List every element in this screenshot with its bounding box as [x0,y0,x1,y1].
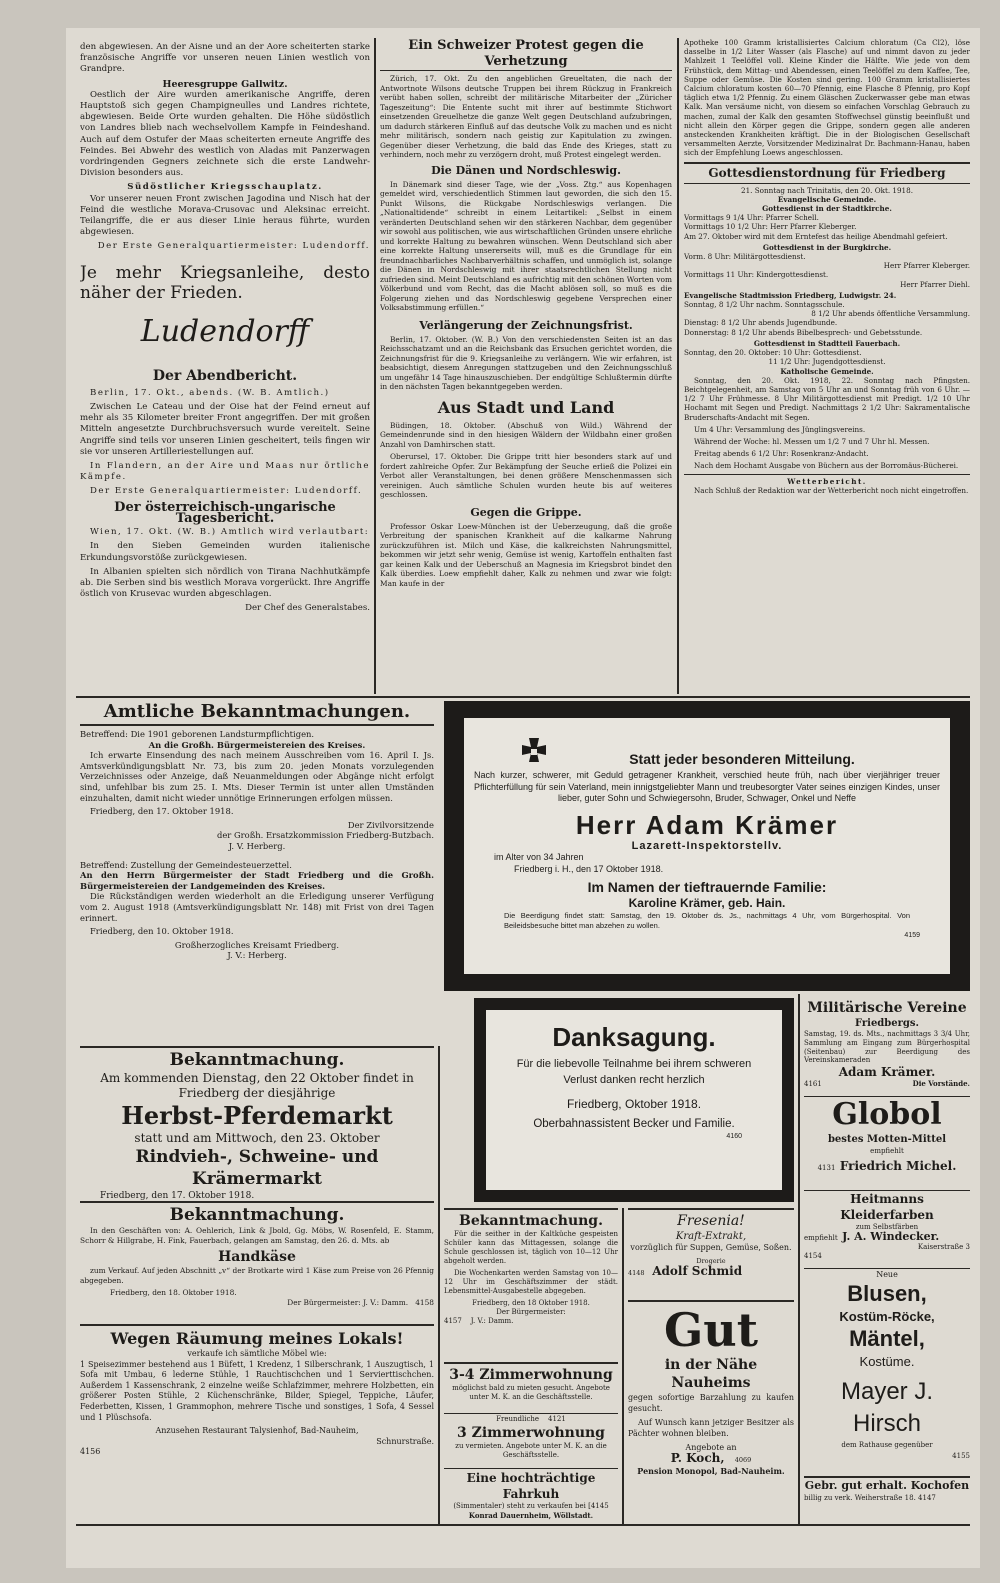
death-funeral: Die Beerdigung findet statt: Samstag, den 19. Oktober ds. Js., nachmittags 4 Uhr, vom Bürgerhospital. Von Beileidsbesuche bittet man abzehen zu wollen. [504,911,910,930]
ad-rule-2 [798,994,800,1524]
death-place: Friedberg i. H., den 17 Oktober 1918. [514,863,664,874]
military-text: Samstag, 19. ds. Mts., nachmittags 3 3/4 Uhr, Sammlung am Eingang zum Bürgerhospital (Seitenbau) zur Beerdigung des Vereinskameraden [804,1030,970,1065]
heitmann-street: Kaiserstraße 3 [917,1243,970,1251]
thanks-sign: Oberbahnassistent Becker und Familie. [533,1118,735,1130]
death-num: 4159 [904,932,920,939]
notice2-subject: Betreffend: Zustellung der Gemeindesteuerzettel. [80,859,292,870]
iron-cross-icon [516,736,552,772]
estate-text: gegen sofortige Barzahlung zu kaufen gesucht. [628,1393,794,1413]
notice2-sign: J. V.: Herberg. [227,950,287,961]
estate-text3: Angebote an [685,1443,737,1452]
official-notices [80,700,434,1000]
clearance-ad [80,1324,434,1514]
cheese-notice [80,1201,434,1325]
austria-dateline: Wien, 17. Okt. (W. B.) Amtlich wird verlautbart: [90,527,370,538]
military-num: 4161 [804,1080,822,1089]
church-sub4: Gottesdienst in Stadtteil Fauerbach. [753,338,901,348]
estate-num: 4069 [734,1456,752,1464]
grippe-title: Gegen die Grippe. [470,505,582,519]
military-ad [804,1000,970,1092]
church-title: Gottesdienstordnung für Friedberg [684,162,970,184]
apartment-offer-row [444,1415,618,1424]
death-name: Herr Adam Krämer [575,809,839,840]
estate-text2: Auf Wunsch kann jetziger Besitzer als Pächter wohnen bleiben. [628,1418,794,1438]
cheese-place: Friedberg, den 18. Oktober 1918. [110,1288,237,1298]
notice1-place: Friedberg, den 17. Oktober 1918. [90,806,234,817]
heitmann-seller: J. A. Windecker. [842,1230,940,1243]
military-sign: Die Vorstände. [912,1079,970,1089]
market-line: Am kommenden Dienstag, den 22 Oktober findet in Friedberg der diesjährige [100,1071,414,1100]
military-name: Adam Krämer. [838,1065,936,1080]
death-rank: Lazarett-Inspektorstellv. [631,839,783,852]
hirsch-num: 4155 [952,1452,970,1461]
column-1 [80,42,370,692]
cow-ad [444,1468,618,1522]
thanks-num: 4160 [726,1133,742,1140]
clearance-sign: Schnurstraße. [376,1436,434,1446]
market-line: statt und am Mittwoch, den 23. Oktober [134,1131,380,1145]
cheese-sign: Der Bürgermeister: J. V.: Damm. [287,1297,409,1307]
school-title: Bekanntmachung. [459,1213,603,1229]
apartment-offer-text: zu vermieten. Angebote unter M. K. an die Geschäftsstelle. [455,1442,607,1459]
notice1-subject: Betreffend: Die 1901 geborenen Landsturmpflichtigen. [80,729,315,739]
church-line: 8 1/2 Uhr abends öffentliche Versammlung. [811,309,970,319]
group-text: Oestlich der Aire wurden amerikanische Angriffe, deren Hauptstoß sich gegen Champigneulles und Landres richtete, abgewiesen. Beide Orte wurden gehalten. Die Höhe südöstlich von Landres blieb nach wechselvollem Kampfe in Feindeshand. Auch auf dem Ostufer der Maas scheiterten erneute Angriffe des Feindes. Bei Abwehr des westlich von Aladas mit Panzerwagen vordringenden Gegners zeichnete sich die erste Landwehr-Division besonders aus. [80,89,370,179]
hirsch-l1: Blusen, [847,1281,927,1307]
church-sub2: Gottesdienst in der Burgkirche. [762,242,892,252]
church-line: Donnerstag: 8 1/2 Uhr abends Bibelbesprech- und Gebetsstunde. [684,327,923,337]
church-line: Sonntag, den 20. Okt. 1918, 22. Sonntag nach Pfingsten. Beichtgelegenheit, am Samstag von 5 Uhr an und Sonntag früh von 6 Uhr. — 1/2 7 Uhr Frühmesse. 8 Uhr Militärgottesdienst mit Predigt. 1/2 10 Uhr Hochamt mit Segen und Predigt. Nachmittags 2 1/2 Uhr: Sakramentalische Bruderschafts-Andacht mit Segen. [684,375,970,422]
newspaper-page [66,28,980,1568]
estate-row [628,1453,794,1466]
estate-title: Gut [664,1303,758,1357]
cheese-num: 4158 [415,1297,434,1307]
notice2-place: Friedberg, den 10. Oktober 1918. [90,926,234,937]
clearance-sign: Anzusehen Restaurant Talysienhof, Bad-Nauheim, [155,1426,359,1436]
section-rule [76,696,970,698]
austria-text: In den Sieben Gemeinden wurden italienische Erkundungsvorstöße zurückgewiesen. [80,541,370,563]
death-age: im Alter von 34 Jahren [494,852,584,862]
signature-line: Der Erste Generalquartiermeister: Ludendorff. [97,241,370,252]
cheese-item: Handkäse [218,1249,296,1266]
church-line: Sonntag, den 20. Oktober: 10 Uhr: Gottesdienst. [684,348,862,358]
cow-name: Konrad Dauernheim, Wöllstadt. [468,1511,594,1520]
stove-text: billig zu verk. Weiherstraße 18. [804,1494,916,1502]
notice1-sign: Der Zivilvorsitzende [347,819,434,830]
death-header: Statt jeder besonderen Mitteilung. [629,751,855,767]
fresenia-seller: Adolf Schmid [652,1264,743,1278]
southeast-title: Südöstlicher Kriegsschauplatz. [127,182,323,193]
church-line: Herr Pfarrer Diehl. [900,279,970,289]
church-sub1b: Gottesdienst in der Stadtkirche. [762,204,892,214]
notice1-sign: der Großh. Ersatzkommission Friedberg-Butzbach. [216,830,434,841]
notice2-sign: Großherzogliches Kreisamt Friedberg. [174,939,340,950]
apartment-wanted-text: möglichst bald zu mieten gesucht. Angebote unter M. K. an die Geschäftsstelle. [452,1384,610,1401]
estate-addr: Pension Monopol, Bad-Nauheim. [637,1466,785,1476]
church-date: 21. Sonntag nach Trinitatis, den 20. Okt. 1918. [741,185,913,195]
evening-title: Der Abendbericht. [152,367,298,384]
fresenia-row [628,1266,794,1278]
col1-intro: den abgewiesen. An der Aisne und an der Aore scheiterten starke französische Angriffe vor unseren neuen Linien westlich von Grandpre. [80,42,370,75]
school-row [444,1317,618,1326]
cheese-sign-row [80,1298,434,1308]
church-line: Vorm. 8 Uhr: Militärgottesdienst. [684,252,806,262]
danes-title: Die Dänen und Nordschleswig. [431,163,621,177]
fresenia-ad [628,1208,794,1300]
evening-sign: Der Erste Generalquartiermeister: Ludendorff. [90,486,363,497]
school-text2: Die Wochenkarten werden Samstag von 10—12 Uhr im Geschäftszimmer der städt. Lebensmittel-Ausgabestelle abgegeben. [444,1269,618,1295]
fresenia-text: vorzüglich für Suppen, Gemüse, Soßen. [630,1243,792,1252]
southeast-text: Vor unserer neuen Front zwischen Jagodina und Nisch hat der Feind die westliche Morava-Crusovac und Aleksinac erreicht. Teilangriffe, die er aus dieser Linie heraus führte, wurden abgewiesen. [80,193,370,238]
church-line: Nach dem Hochamt Ausgabe von Büchern aus der Borromäus-Bücherei. [694,461,959,471]
notice1-sign: J. V. Herberg. [228,840,286,851]
swiss-text: Zürich, 17. Okt. Zu den angeblichen Greueltaten, die nach der Antwortnote Wilsons deutsche Truppen bei ihrem Rückzug in Frankreich verübt haben sollen, schreibt der militärische Mitarbeiter der „Züricher Tageszeitung“: Die Entente sucht mit ihrer auf bestimmte Stichwort einsetzenden Greuelhetze die ganze Welt gegen Deutschland aufzubringen, um dadurch stärkeren Einfluß auf das deutsche Volk zu machen und es nicht mehr militärisch, sondern nach geistig zur Kapitulation zu zwingen. Gegenüber dieser Verhetzung, die bald das Ende des Krieges, statt zu verhindern, noch mehr zu verzögern droht, muß Protest eingelegt werden. [380,74,672,159]
ad-rule-3 [622,1208,624,1524]
church-line: Sonntag, 8 1/2 Uhr nachm. Sonntagsschule. [684,300,845,310]
stove-title: Gebr. gut erhalt. Kochofen [804,1479,970,1492]
death-notice [464,718,950,974]
evening-dateline: Berlin, 17. Okt., abends. (W. B. Amtlich.) [90,387,330,398]
danes-text: In Dänemark sind dieser Tage, wie der „Voss. Ztg.“ aus Kopenhagen gemeldet wird, verschiedentlich Stimmen laut geworden, die sich den 15. Punkt Wilsons, die Rückgabe Nordschleswigs verlangen. Die „Nationaltidende“ schreibt in einem Leitartikel: „Selbst in einem veränderten Deutschland sehen wir den stärkeren Nachbar, dem gegenüber wir sowohl aus politischen, wie aus wirtschaftlichen Gründen unsere ehrliche und korrekte Haltung zu bewahren wünschen. Wenn Deutschland sich aber eine korrekte Haltung unsererseits will, muß es die Grundlage für ein freundnachbarliches Nachbarverhältnis schaffen, und unmöglich ist, solange die Dänen in Nordschleswig mit ihrer staatsrechtlichen Stellung nicht zufrieden sind. Meint Deutschland es aufrichtig mit den schönen Worten vom Völkerbund und vom Recht, das die Macht ablösen soll, so muß es die Folgerung ziehen und das Nordschleswig gegebene Versprechen einer Volksabstimmung erfüllen.“ [380,179,672,312]
official-title: Amtliche Bekanntmachungen. [80,700,434,726]
globol-seller: Friedrich Michel. [839,1159,957,1174]
thanks-text: Für die liebevolle Teilnahme bei ihrem schweren Verlust danken recht herzlich [516,1058,752,1086]
evening-text2: In Flandern, an der Aire und Maas nur örtliche Kämpfe. [80,461,370,483]
hirsch-l4: Kostüme. [859,1354,915,1370]
heitmann-row [804,1232,970,1243]
thanks-title: Danksagung. [552,1022,716,1052]
stove-row [804,1494,970,1503]
austria-sign: Der Chef des Generalstabes. [245,603,370,614]
church-line: Um 4 Uhr: Versammlung des Jünglingsvereins. [694,424,866,434]
church-line: Am 27. Oktober wird mit dem Erntefest das heilige Abendmahl gefeiert. [684,231,948,241]
heitmann-emp: empfiehlt [804,1234,838,1242]
globol-title: Globol [832,1097,942,1132]
death-widow: Karoline Krämer, geb. Hain. [628,896,786,910]
clearance-title: Wegen Räumung meines Lokals! [110,1329,404,1348]
hirsch-name: Mayer J. Hirsch [840,1378,933,1438]
weather-text: Nach Schluß der Redaktion war der Wetterbericht noch nicht eingetroffen. [694,485,969,495]
military-sub: Friedbergs. [854,1018,920,1029]
death-mourn: Im Namen der tieftrauernde Familie: [587,879,827,895]
notice2-text: Die Rückständigen werden wiederholt an die Erledigung unserer Verfügung vom 2. August 1918 (Amtsverkündigungsblatt Nr. 148) mit Frist von drei Tagen erinnert. [80,891,434,923]
church-line: Vormittags 11 Uhr: Kindergottesdienst. [684,270,829,280]
cow-title: Eine hochträchtige Fahrkuh [466,1471,596,1501]
slogan: Je mehr Kriegsanleihe, desto näher der Frieden. [80,262,370,303]
church-sub5: Katholische Gemeinde. [780,366,874,376]
church-line: Dienstag: 8 1/2 Uhr abends Jugendbunde. [684,318,838,328]
school-text: Für die seither in der Kaltküche gespeisten Schüler kann das Mittagessen, solange die Schule geschlossen ist, täglich von 10—12 Uhr abgeholt werden. [444,1230,618,1265]
swiss-title: Ein Schweizer Protest gegen die Verhetzung [380,38,672,71]
evening-text: Zwischen Le Cateau und der Oise hat der Feind erneut auf mehr als 35 Kilometer breiter Front angegriffen. Der mit großen Mitteln angesetzte Durchbruchsversuch wurde vereitelt. Seine Angriffe sind teils vor unseren Linien gescheitert, teils fingen wir sie vor unseren Artilleriestellungen auf. [80,402,370,457]
market-place: Friedberg, den 17. Oktober 1918. [100,1191,255,1200]
cheese-title: Bekanntmachung. [169,1205,345,1225]
school-place: Friedberg, den 18 Oktober 1918. [472,1299,590,1307]
market-title: Bekanntmachung. [169,1050,345,1070]
ad-rule-1 [438,1046,440,1526]
notice1-address: An die Großh. Bürgermeistereien des Kreises. [148,739,366,750]
local-text: Büdingen, 18. Oktober. (Abschuß von Wild.) Während der Gemeindenrunde sind in den hiesigen Wäldern der Wildbahn einer großen Anzahl von Damhirschen statt. [380,420,672,449]
church-line: 11 1/2 Uhr: Jugendgottesdienst. [768,357,886,367]
heitmann-num: 4154 [804,1252,822,1260]
death-text: Nach kurzer, schwerer, mit Geduld getragener Krankheit, verschied heute früh, nach über vierjähriger treuer Pflichterfüllung für sein Vaterland, mein innigstgeliebter Mann und treubesorgter Vater seines einzigen Kindes, unser lieber, guter Sohn und Schwiegersohn, Bruder, Schwager, Onkel und Neffe [474,770,940,803]
estate-sub: in der Nähe Nauheims [664,1357,758,1391]
pharmacy-text: Apotheke 100 Gramm kristallisiertes Calcium chloratum (Ca Cl2), löse dasselbe in 1/2 Liter Wasser (als Flasche) auf und nimmt davon zu jeder Mahlzeit 1 Teelöffel voll. Kleine Kinder die Hälfte. Wie jede von dem Frühstück, dem Mittag- und Abendessen, einen Teelöffel zu dem Kaffee, Tee, Suppe oder Gemüse. Die Kosten sind gering. 100 Gramm kristallisiertes Calcium chloratum kosten 60—70 Pfennig, eine Flasche 8 Pfennig, pro Kopf täglich etwa 1/2 Pfennig. Zu einem Gläschen Zuckerwasser gebe man etwas Kalk. Man versäume nicht, von diesem so einfachen Vorschlag Gebrauch zu machen, zumal der Kalk den gesamten Stoffwechsel günstig beeinflußt und nicht allein den Körper gegen die Grippe, sondern gegen alle anderen ansteckenden Krankheiten kräftigt. Die in der Biologischen Gesellschaft versammelten Aerzte, Vorsitzender Medizinalrat Dr. Bachmann-Hanau, haben sich der Empfehlung Loews angeschlossen. [684,38,970,158]
market-notice [80,1046,434,1200]
globol-sub: bestes Motten-Mittel [827,1134,947,1145]
estate-name: P. Koch, [670,1451,725,1465]
austria-text2: In Albanien spielten sich nördlich von Tirana Nachhutkämpfe ab. Die Serben sind bis westlich Morava vorgerückt. Ihre Angriffe östlich von Krusevac wurden abgeschlagen. [80,566,370,600]
column-rule-2 [677,38,679,694]
thanks-place: Friedberg, Oktober 1918. [566,1097,702,1111]
apartment-wanted-ad [444,1362,618,1414]
cheese-text: In den Geschäften von: A. Oehlerich, Link & Jbold, Gg. Möbs, W. Rosenfeld, E. Stamm, Schorr & Hillgrabe, H. Fink, Fauerbach, gelangen am Samstag, den 26. d. Mts. ab [80,1226,434,1245]
hirsch-ad [804,1268,970,1475]
market-big2: Rindvieh-, Schweine- und Krämermarkt [135,1147,379,1189]
heitmann-ad [804,1190,970,1265]
globol-row [804,1161,970,1174]
church-line: Freitag abends 6 1/2 Uhr: Rosenkranz-Andacht. [694,449,869,459]
school-notice [444,1208,618,1362]
globol-emp: empfiehlt [870,1147,904,1155]
cow-text: (Simmentaler) steht zu verkaufen bei [4145 [453,1502,609,1510]
clearance-text: 1 Speisezimmer bestehend aus 1 Büfett, 1 Kredenz, 1 Silberschrank, 1 Auszugtisch, 1 Sofa mit Umbau, 6 lederne Stühle, 1 Rauchtischchen und 1 Servierttischchen. Außerdem 1 Kassenschrank, 2 einzelne weiße Schlafzimmer, mehrere Holzbetten, ein größerer Posten Stühle, 2 Küchenschränke, Bilder, Spiegel, Teppiche, Läufer, Federbetten, Kissen, 1 Grammophon, mehrere Tische und sonstiges, 1 Sofa, 4 Sessel und 1 Plüschsofa. [80,1359,434,1422]
grippe-text: Professor Oskar Loew-München ist der Ueberzeugung, daß die große Verbreitung der spanischen Krankheit auf die kalkarme Nahrung zurückzuführen ist. Milch und Käse, die kalkreichsten Nahrungsmittel, bekommen wir jetzt sehr wenig, Gemüse ist wenig, Kartoffeln enthalten fast gar keinen Kalk und der Ueberschuß an Magnesia im Kriegsbrot bindet den Kalk überdies. Loew empfiehlt daher, Kalk zu nehmen und zwar wie folgt: Man kaufe in der [380,521,672,588]
apartment-wanted-title: 3-4 Zimmerwohnung [449,1367,613,1383]
school-sign: Der Bürgermeister: [496,1308,566,1316]
group-title: Heeresgruppe Gallwitz. [162,78,288,90]
church-sub1: Evangelische Gemeinde. [777,194,877,204]
clearance-num: 4156 [80,1447,101,1457]
stove-ad [804,1476,970,1522]
church-line: Vormittags 9 1/4 Uhr: Pfarrer Schell. [684,213,819,223]
handwritten-signature: Ludendorff [140,313,310,349]
apartment-offer-title: 3 Zimmerwohnung [457,1425,605,1441]
church-line: Herr Pfarrer Kleberger. [883,261,970,271]
church-line: Während der Woche: hl. Messen um 1/2 7 und 7 Uhr hl. Messen. [694,436,930,446]
heitmann-sub: zum Selbstfärben [855,1223,919,1231]
military-title: Militärische Vereine [807,1000,967,1016]
notice1-text: Ich erwarte Einsendung des nach meinem Ausschreiben vom 16. April I. Js. Amtsverkündigungsblatt Nr. 73, bis zum 20. jeden Monats vorzulegenden Verzeichnisses oder Anzeige, daß Neuanmeldungen oder Abgänge nicht erfolgt sind, unfehlbar bis zum 25. I. Mts. Dieser Termin ist unter allen Umständen einzuhalten, damit nicht wieder unnötige Erinnerungen erfolgen müssen. [80,750,434,803]
hirsch-l3: Mäntel, [849,1326,925,1352]
globol-ad [804,1096,970,1187]
fresenia-num: 4148 [628,1269,645,1277]
thanks-notice [486,1010,782,1190]
fresenia-sub: Kraft-Extrakt, [675,1231,747,1242]
school-num: 4157 [444,1317,462,1325]
column-rule-1 [374,38,376,694]
austria-title: Der österreichisch-ungarische Tagesbericht. [114,499,336,526]
extension-text: Berlin, 17. Oktober. (W. B.) Von den verschiedensten Seiten ist an das Reichsschatzamt und an die Reichsbank das Ersuchen gerichtet worden, die Zeichnungsfrist für die 9. Kriegsanleihe zu verlängern. Wie wir erfahren, ist beabsichtigt, diesem Anregungen stattzugeben und den Zeichnungsschluß um ungefähr 14 Tage hinauszuschieben. Der endgültige Schlußtermin dürfte in den nächsten Tagen bekanntgegeben werden. [380,334,672,391]
hirsch-addr: dem Rathause gegenüber [841,1441,933,1450]
hirsch-neu: Neue [876,1270,898,1279]
notice2-address: An den Herrn Bürgermeister der Stadt Friedberg und die Großh. Bürgermeistereien der Landgemeinden des Kreises. [80,870,434,891]
estate-ad [628,1300,794,1526]
apartment-offer-ad [444,1413,618,1467]
apartment-offer-pre: Freundliche [496,1415,540,1423]
bottom-rule [76,1524,970,1526]
weather-title: Wetterbericht. [684,474,970,486]
heitmann-title: Heitmanns Kleiderfarben [840,1192,934,1222]
local-title: Aus Stadt und Land [437,397,615,417]
military-sign-row [804,1080,970,1089]
extension-title: Verlängerung der Zeichnungsfrist. [419,318,633,332]
fresenia-drog: Drogerie [696,1257,726,1265]
church-line: Vormittags 10 1/2 Uhr: Herr Pfarrer Kleberger. [684,222,857,232]
church-sub3: Evangelische Stadtmission Friedberg, Ludwigstr. 24. [684,290,897,300]
local-text2: Oberursel, 17. Oktober. Die Grippe tritt hier besonders stark auf und fordert zahlreiche Opfer. Zur Bekämpfung der Seuche erließ die Polizei ein Verbot aller Veranstaltungen, bei denen größere Menschenmassen sich vereinigen. Auch sämtliche Schulen wurden heute bis auf weiteres geschlossen. [380,452,672,499]
apartment-offer-num: 4121 [547,1415,566,1423]
globol-num: 4131 [817,1164,836,1173]
market-big1: Herbst-Pferdemarkt [121,1101,393,1130]
clearance-sub: verkaufe ich sämtliche Möbel wie: [187,1349,327,1358]
hirsch-l2: Kostüm-Röcke, [839,1309,935,1325]
column-2 [380,38,672,694]
stove-num: 4147 [918,1494,936,1502]
fresenia-title: Fresenia! [677,1213,745,1229]
column-3 [684,38,970,694]
school-sign2: J. V.: Damm. [470,1317,514,1325]
cheese-text2: zum Verkauf. Auf jeden Abschnitt „v“ der Brotkarte wird 1 Käse zum Preise von 26 Pfennig abgegeben. [80,1266,434,1285]
